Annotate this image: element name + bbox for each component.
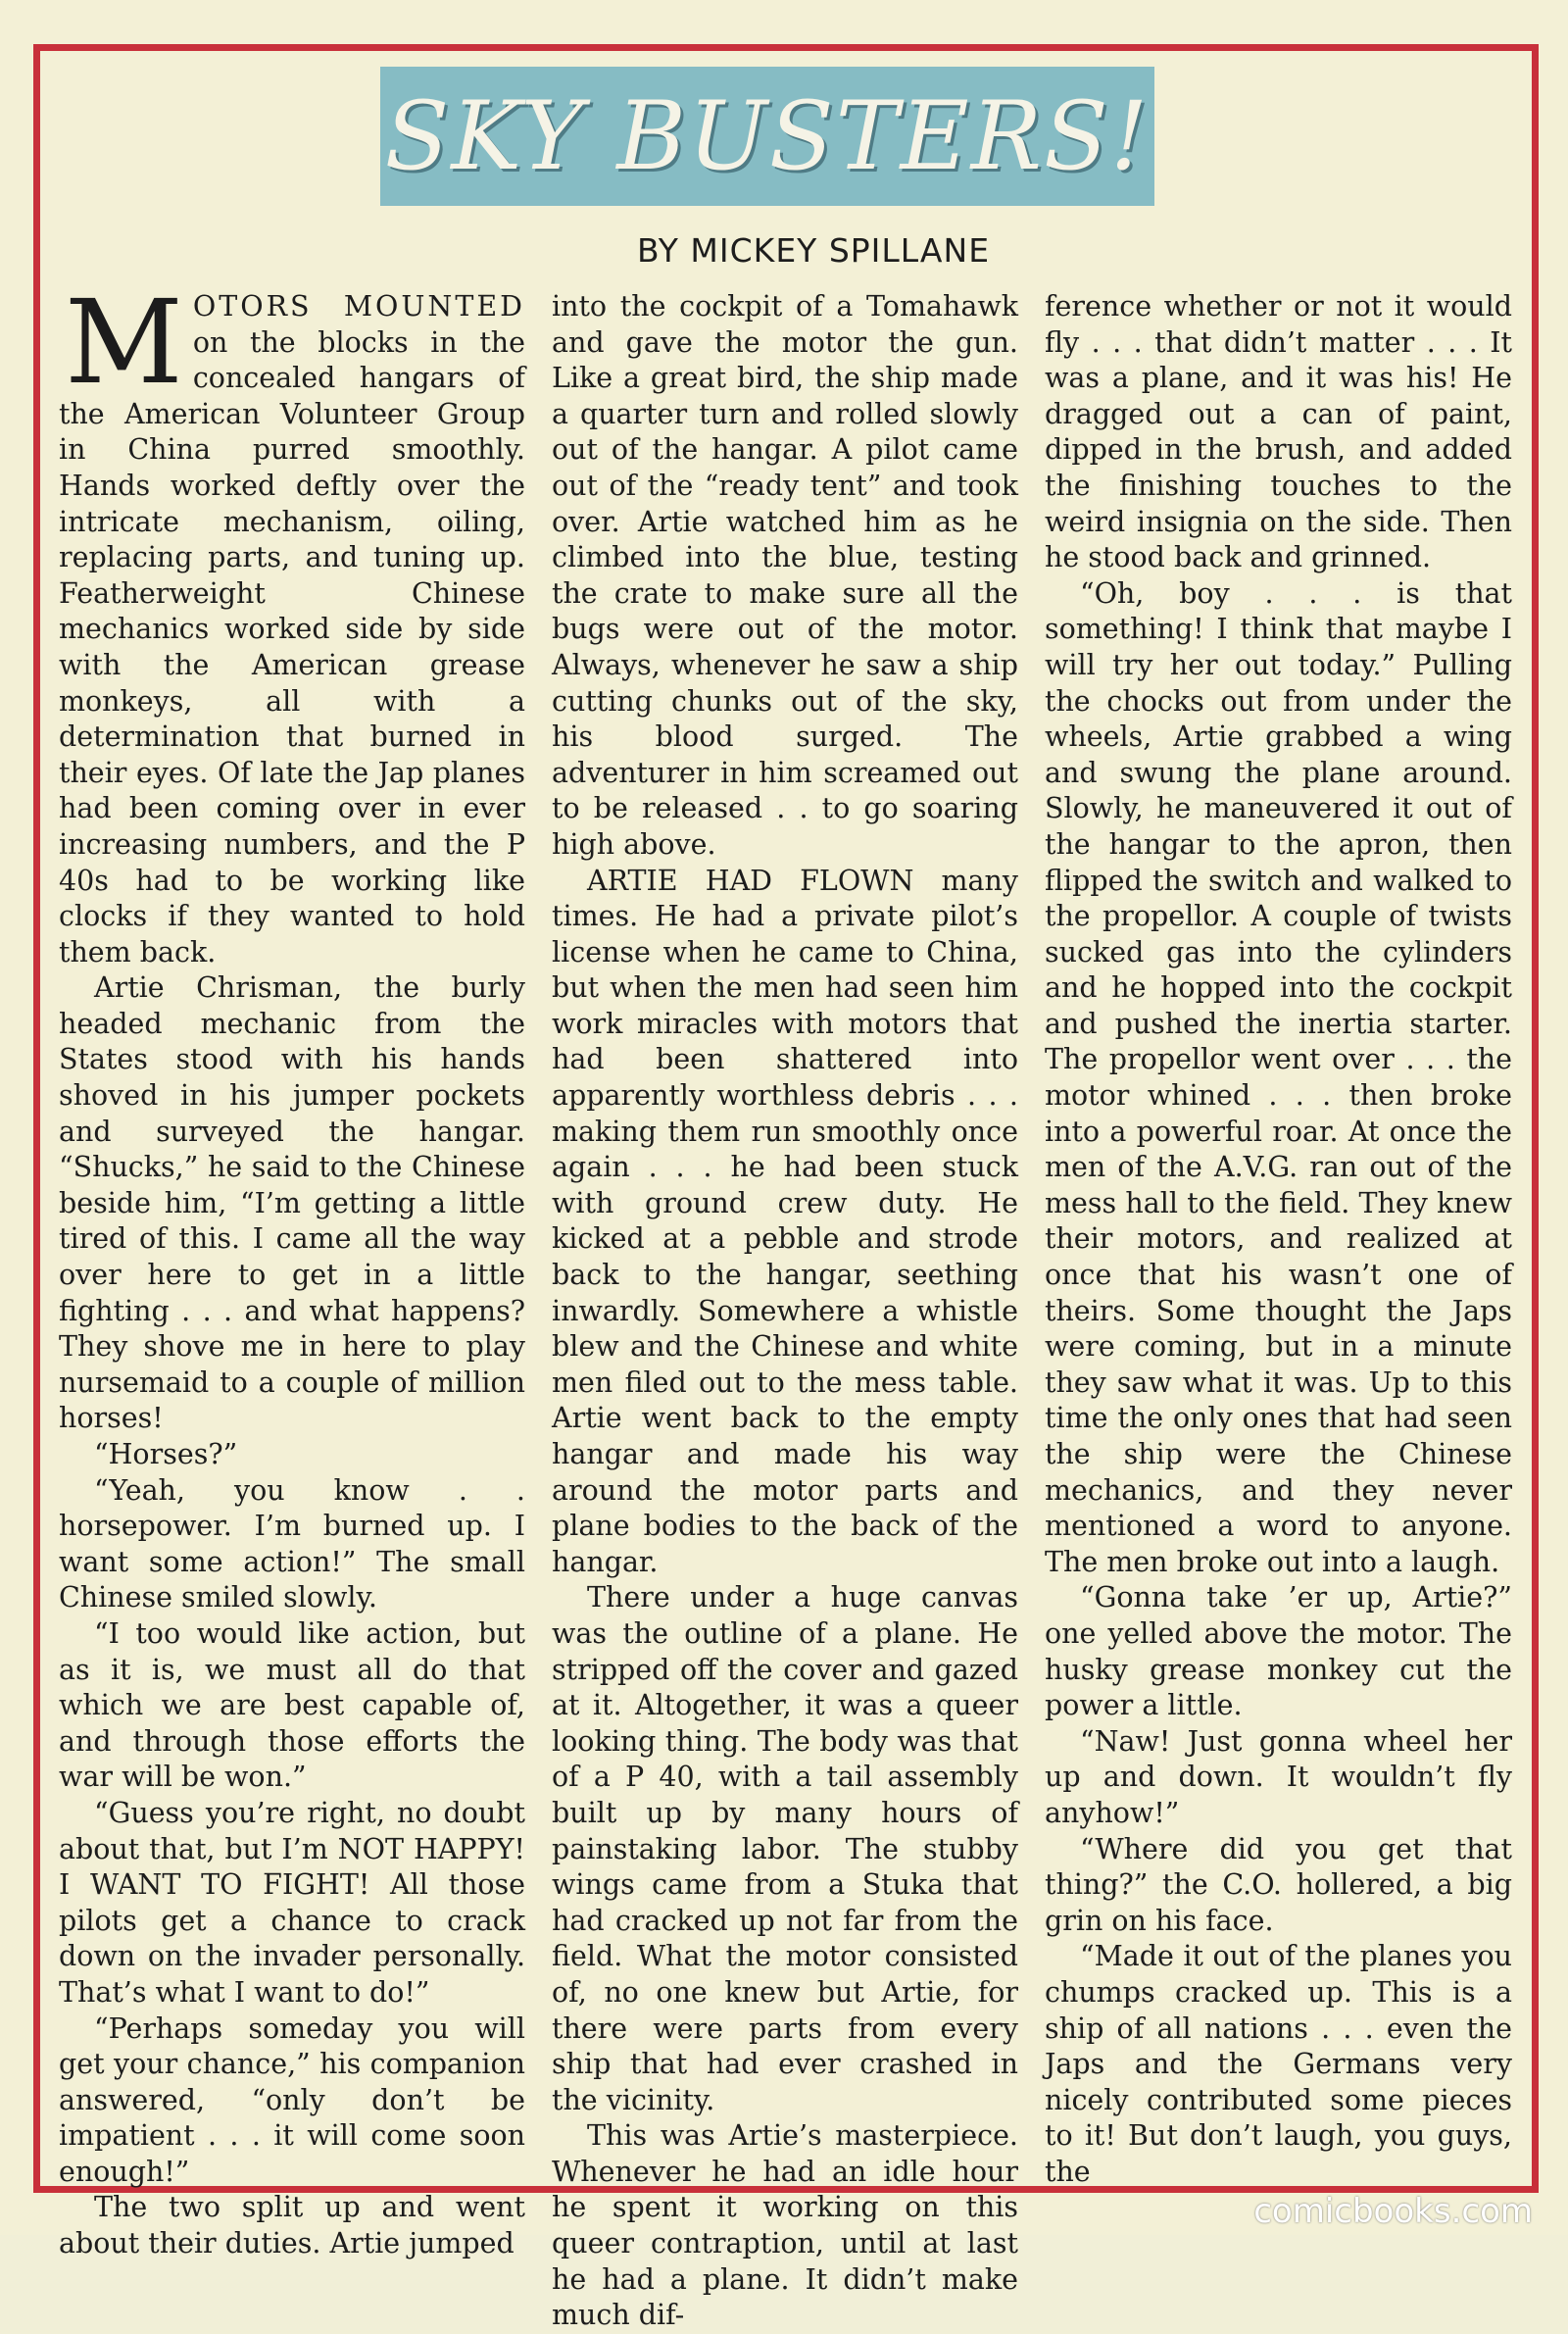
paragraph: “Oh, boy . . . is that something! I think that maybe I will try her out today.” Pulling the chocks out from under the wheels, Artie grabbed a wing and swung the plane around. Slowly, he maneuvered it out of the hangar to the apron, then flipped the switch and walked to the propellor. A couple of twists sucked gas into the cylinders and he hopped into the cockpit and pushed the inertia starter. The propellor went over . . . the motor whined . . . then broke into a powerful roar. At once the men of the A.V.G. ran out of the mess hall to the field. They knew their motors, and realized at once that his wasn’t one of theirs. Some thought the Japs were coming, but in a minute they saw what it was. Up to this time the only ones that had seen the ship were the Chinese mechanics, and they never mentioned a word to anyone. The men broke out into a laugh.	[1045, 576, 1512, 1578]
story-title: SKY BUSTERS!	[384, 81, 1151, 191]
drop-cap: M	[65, 274, 183, 410]
lead-in: OTORS MOUNTED	[192, 290, 525, 323]
paragraph: “Perhaps someday you will get your chance,” his companion answered, “only don’t be impatient . . . it will come soon enough!”	[59, 2011, 525, 2188]
site-watermark: comicbooks.com	[1253, 2192, 1533, 2231]
title-banner	[380, 67, 1154, 206]
text-column-3	[1045, 289, 1512, 2188]
paragraph: “Guess you’re right, no doubt about that, but I’m NOT HAPPY! I WANT TO FIGHT! All those pilots get a chance to crack down on the invader personally. That’s what I want to do!”	[59, 1796, 525, 2009]
paragraph: ARTIE HAD FLOWN many times. He had a private pilot’s license when he came to China, but when the men had seen him work miracles with motors that had been shattered into apparently worthless debris . . . making them run smoothly once again . . . he had been stuck with ground crew duty. He kicked at a pebble and strode back to the hangar, seething inwardly. Somewhere a whistle blew and the Chinese and white men filed out to the mess table. Artie went back to the empty hangar and made his way around the motor parts and plane bodies to the back of the hangar.	[552, 864, 1018, 1578]
opening-paragraph	[59, 274, 525, 970]
paragraph: Artie Chrisman, the burly headed mechanic from the States stood with his hands shoved in his jumper pockets and surveyed the hangar. “Shucks,” he said to the Chinese beside him, “I’m getting a little tired of this. I came all the way over here to get in a little fighting . . . and what happens? They shove me in here to play nursemaid to a couple of million horses!	[59, 971, 525, 1435]
paragraph: “Naw! Just gonna wheel her up and down. It wouldn’t fly anyhow!”	[1045, 1724, 1512, 1829]
paragraph: This was Artie’s masterpiece. Whenever he had an idle hour he spent it working on this queer contraption, until at last he had a plane. It didn’t make much dif-	[552, 2119, 1018, 2332]
paragraph: “Made it out of the planes you chumps cracked up. This is a ship of all nations . . . even the Japs and the Germans very nicely contributed some pieces to it! But don’t laugh, you guys, the	[1045, 1940, 1512, 2188]
text-column-2	[552, 289, 1018, 2332]
paragraph: “Horses?”	[94, 1438, 238, 1470]
paragraph: “Where did you get that thing?” the C.O. hollered, a big grin on his face.	[1045, 1832, 1512, 1937]
paragraph-text: on the blocks in the concealed hangars of the American Volunteer Group in China purred smoothly. Hands worked deftly over the intricate mechanism, oiling, replacing parts, and tuning up. Featherweight Chinese mechanics worked side by side with the American grease monkeys, all with a determination that burned in their eyes. Of late the Jap planes had been coming over in ever increasing numbers, and the P 40s had to be working like clocks if they wanted to hold them back.	[59, 325, 525, 968]
paragraph: “I too would like action, but as it is, we must all do that which we are best capable of, and through those efforts the war will be won.”	[59, 1616, 525, 1794]
paragraph: “Gonna take ’er up, Artie?” one yelled above the motor. The husky grease monkey cut the power a little.	[1045, 1581, 1512, 1722]
paragraph: There under a huge canvas was the outline of a plane. He stripped off the cover and gazed at it. Altogether, it was a queer looking thing. The body was that of a P 40, with a tail assembly built up by many hours of painstaking labor. The stubby wings came from a Stuka that had cracked up not far from the field. What the motor consisted of, no one knew but Artie, for there were parts from every ship that had ever crashed in the vicinity.	[552, 1581, 1018, 2116]
paragraph: “Yeah, you know . . horsepower. I’m burned up. I want some action!” The small Chinese smiled slowly.	[59, 1473, 525, 1614]
paragraph: The two split up and went about their duties. Artie jumped	[59, 2191, 525, 2260]
text-column-1	[59, 274, 525, 2260]
byline: BY MICKEY SPILLANE	[636, 231, 991, 270]
paragraph: into the cockpit of a Tomahawk and gave the motor the gun. Like a great bird, the ship made a quarter turn and rolled slowly out of the hangar. A pilot came out of the “ready tent” and took over. Artie watched him as he climbed into the blue, testing the crate to make sure all the bugs were out of the motor. Always, whenever he saw a ship cutting chunks out of the sky, his blood surged. The adventurer in him screamed out to be released . . to go soaring high above.	[552, 290, 1018, 861]
paragraph: ference whether or not it would fly . . . that didn’t matter . . . It was a plane, and it was his! He dragged out a can of paint, dipped in the brush, and added the finishing touches to the weird insignia on the side. Then he stood back and grinned.	[1045, 290, 1512, 574]
